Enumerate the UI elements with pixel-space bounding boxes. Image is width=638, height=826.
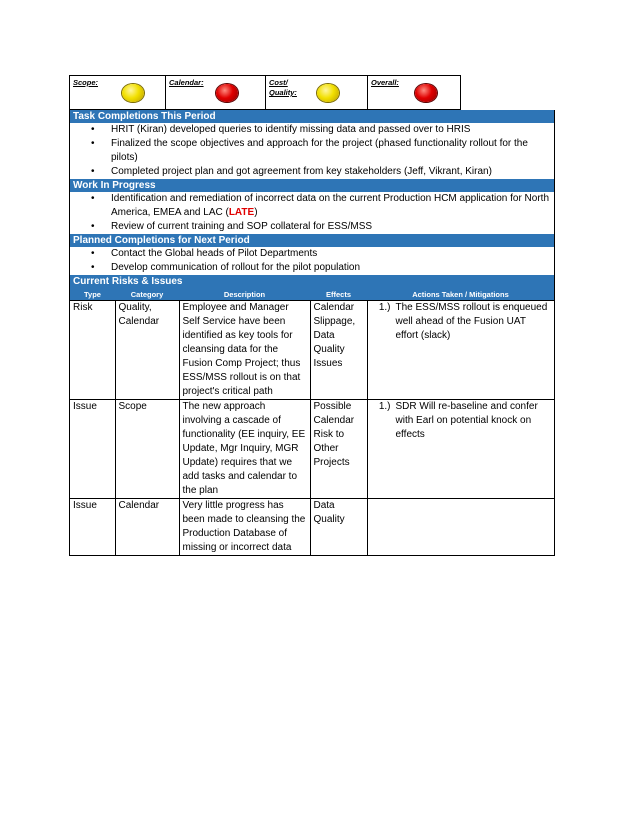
scope-label: Scope: <box>73 78 99 87</box>
risk-type: Risk <box>70 301 115 400</box>
risk-description: The new approach involving a cascade of functionality (EE inquiry, EE Update, Mgr Inquiry, MGR Update) requires that we add tasks and calendar to the plan <box>179 400 310 499</box>
risk-action <box>367 301 554 400</box>
calendar-label: Calendar: <box>169 78 204 87</box>
cost-quality-label: Cost/ Quality: <box>269 78 297 97</box>
wip-item-text: Identification and remediation of incorrect data on the current Production HCM application for North America, EMEA and LAC ( <box>111 193 550 218</box>
column-header-effects: Effects <box>310 288 367 301</box>
risk-effects: Possible Calendar Risk to Other Projects <box>310 400 367 499</box>
list-item: • Completed project plan and got agreement from key stakeholders (Jeff, Vikrant, Kiran) <box>111 165 554 179</box>
scope-yellow-light-icon <box>122 84 144 102</box>
column-header-description: Description <box>179 288 310 301</box>
work-in-progress-list <box>70 192 554 234</box>
action-number: 1.) <box>378 401 391 412</box>
risk-category: Quality, Calendar <box>115 301 179 400</box>
task-completions-header: Task Completions This Period <box>70 110 554 123</box>
risk-effects: Data Quality <box>310 499 367 556</box>
action-text: The ESS/MSS rollout is enqueued well ahead of the Fusion UAT effort (slack) <box>395 302 548 341</box>
risk-type: Issue <box>70 499 115 556</box>
risk-action <box>367 499 554 556</box>
list-item <box>111 192 554 220</box>
overall-status-cell <box>368 75 461 110</box>
list-item: • Finalized the scope objectives and approach for the project (phased functionality rollout for the pilots) <box>111 137 554 165</box>
action-text: SDR Will re-baseline and confer with Earl on potential knock on effects <box>395 401 538 440</box>
column-header-actions: Actions Taken / Mitigations <box>367 288 554 301</box>
scope-status-cell <box>69 75 166 110</box>
risk-description: Very little progress has been made to cleansing the Production Database of missing or incorrect data <box>179 499 310 556</box>
table-row <box>70 400 554 499</box>
planned-completions-list <box>70 247 554 275</box>
work-in-progress-header: Work In Progress <box>70 179 554 192</box>
list-item: • Review of current training and SOP collateral for ESS/MSS <box>111 220 554 234</box>
list-item: • HRIT (Kiran) developed queries to identify missing data and passed over to HRIS <box>111 123 554 137</box>
overall-red-light-icon <box>415 84 437 102</box>
risk-category: Scope <box>115 400 179 499</box>
list-item: • Develop communication of rollout for the pilot population <box>111 261 554 275</box>
action-number: 1.) <box>378 302 391 313</box>
calendar-red-light-icon <box>216 84 238 102</box>
risk-effects: Calendar Slippage, Data Quality Issues <box>310 301 367 400</box>
table-row <box>70 499 554 556</box>
risk-type: Issue <box>70 400 115 499</box>
risk-category: Calendar <box>115 499 179 556</box>
task-completions-list <box>70 123 554 179</box>
list-item: • Contact the Global heads of Pilot Departments <box>111 247 554 261</box>
planned-completions-header: Planned Completions for Next Period <box>70 234 554 247</box>
late-badge: LATE <box>228 207 255 218</box>
table-row <box>70 301 554 400</box>
wip-item-close: ) <box>254 207 258 218</box>
status-report <box>69 75 555 556</box>
risk-action <box>367 400 554 499</box>
risk-description: Employee and Manager Self Service have been identified as key tools for cleansing data for the Fusion Comp Project; thus ESS/MSS rollout is on that project's critical path <box>179 301 310 400</box>
cost-quality-status-cell <box>266 75 368 110</box>
cost-quality-yellow-light-icon <box>317 84 339 102</box>
current-risks-header: Current Risks & Issues <box>70 275 554 288</box>
report-table <box>69 110 555 556</box>
calendar-status-cell <box>166 75 266 110</box>
status-row <box>69 75 555 110</box>
overall-label: Overall: <box>371 78 399 87</box>
column-header-category: Category <box>115 288 179 301</box>
risks-table <box>70 288 554 555</box>
risks-header-row <box>70 288 554 301</box>
column-header-type: Type <box>70 288 115 301</box>
